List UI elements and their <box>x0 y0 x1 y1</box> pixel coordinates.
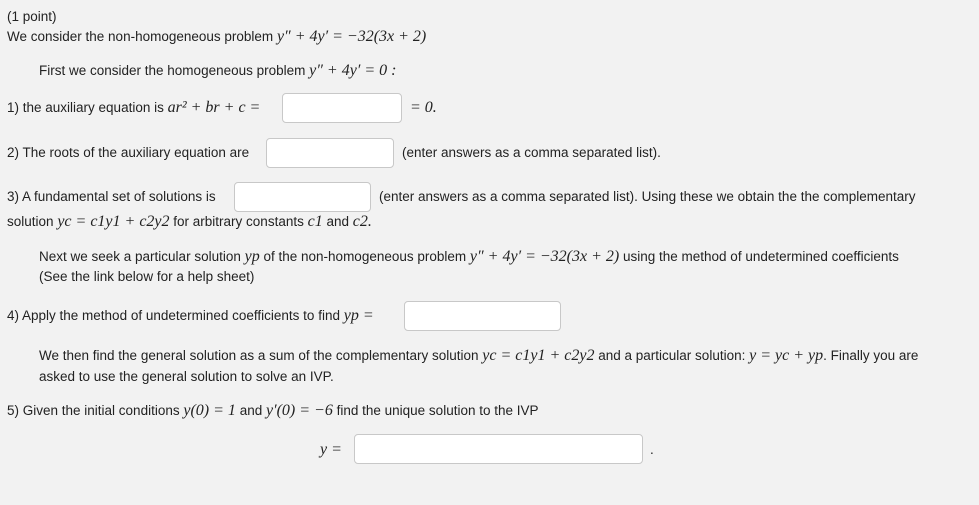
particular-solution-input[interactable] <box>405 302 560 330</box>
auxiliary-equation-input[interactable] <box>283 94 401 122</box>
q4-answer-box <box>404 301 561 331</box>
intro-text: We consider the non-homogeneous problem <box>7 29 274 44</box>
particular-text-c: using the method of undetermined coefficients <box>622 249 899 264</box>
roots-input[interactable] <box>267 139 393 167</box>
q5-var: y = <box>320 441 342 458</box>
q2-note: (enter answers as a comma separated list). <box>402 145 661 160</box>
q1-line <box>7 98 260 118</box>
particular-text-b: of the non-homogeneous problem <box>263 249 467 264</box>
particular-line-1 <box>39 247 899 267</box>
general-text-c: . Finally you are <box>823 348 919 363</box>
general-eq-2: y = yc + yp <box>749 347 824 364</box>
help-sheet-note: (See the link below for a help sheet) <box>39 269 255 284</box>
q3-cont-c1: c1 <box>307 213 323 230</box>
q5-label-a: 5) Given the initial conditions <box>7 403 180 418</box>
particular-equation: y″ + 4y′ = −32(3x + 2) <box>469 248 620 265</box>
q5-period: . <box>650 442 654 457</box>
general-eq-1: yc = c1y1 + c2y2 <box>482 347 595 364</box>
q1-rhs: = 0. <box>410 99 437 116</box>
q4-line <box>7 306 374 326</box>
q4-label: 4) Apply the method of undetermined coefficients to find <box>7 308 340 323</box>
q4-var: yp = <box>343 307 374 324</box>
intro-line <box>7 27 426 47</box>
homogeneous-equation: y″ + 4y′ = 0 : <box>309 62 397 79</box>
q3-answer-box <box>234 182 371 212</box>
general-line-2: asked to use the general solution to solve an IVP. <box>39 369 334 384</box>
q5-answer-box <box>354 434 643 464</box>
homogeneous-line <box>39 61 396 81</box>
q5-label-c: find the unique solution to the IVP <box>336 403 539 418</box>
q5-cond-1: y(0) = 1 <box>183 402 236 419</box>
particular-yp: yp <box>244 248 260 265</box>
q3-continuation <box>7 212 372 232</box>
q5-line <box>7 401 539 421</box>
fundamental-set-input[interactable] <box>235 183 370 211</box>
q3-label: 3) A fundamental set of solutions is <box>7 189 216 204</box>
points-label: (1 point) <box>7 9 57 24</box>
q5-label-b: and <box>239 403 263 418</box>
particular-text-a: Next we seek a particular solution <box>39 249 241 264</box>
ivp-solution-input[interactable] <box>355 435 642 463</box>
q3-cont-c2: c2. <box>352 213 372 230</box>
intro-equation: y″ + 4y′ = −32(3x + 2) <box>276 28 427 45</box>
q3-cont-a: solution <box>7 214 54 229</box>
general-text-a: We then find the general solution as a sum of the complementary solution <box>39 348 479 363</box>
q3-note: (enter answers as a comma separated list). Using these we obtain the the complementary <box>379 189 916 204</box>
general-line-1 <box>39 346 918 366</box>
q3-cont-eq: yc = c1y1 + c2y2 <box>57 213 170 230</box>
q5-cond-2: y′(0) = −6 <box>265 402 333 419</box>
homogeneous-text: First we consider the homogeneous problem <box>39 63 306 78</box>
q3-cont-b: for arbitrary constants <box>173 214 304 229</box>
q2-answer-box <box>266 138 394 168</box>
q1-answer-box <box>282 93 402 123</box>
q1-lhs: ar² + br + c = <box>167 99 261 116</box>
q2-label: 2) The roots of the auxiliary equation are <box>7 145 250 160</box>
general-text-b: and a particular solution: <box>598 348 746 363</box>
q1-label: 1) the auxiliary equation is <box>7 100 164 115</box>
q3-cont-and: and <box>326 214 350 229</box>
